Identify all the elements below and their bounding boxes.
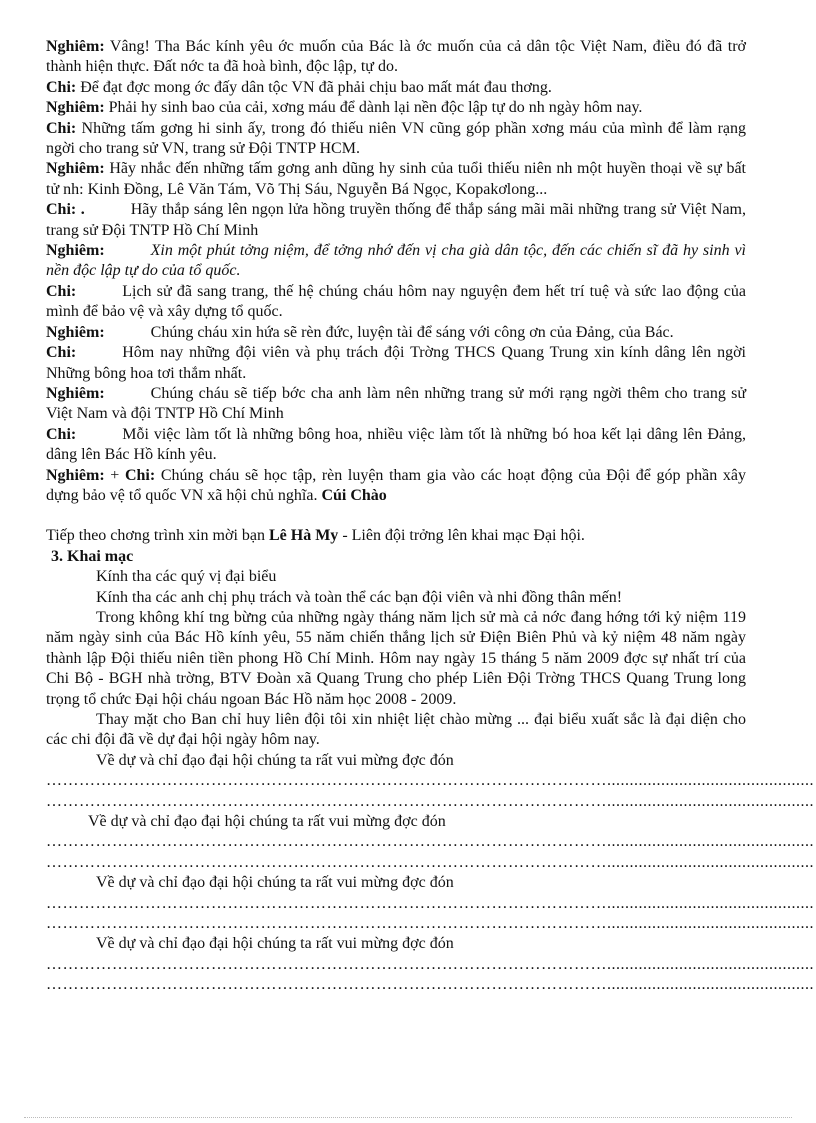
dialogue-line: Nghiêm: Phải hy sinh bao của cải, xơng máu để dành lại nền độc lập tự do nh ngày hôm nay.	[46, 99, 643, 117]
fill-in-line: …………………………………………………………………………………………..............................................	[46, 955, 814, 973]
welcome-line: Về dự và chỉ đạo đại hội chúng ta rất vui mừng đợc đón	[96, 751, 454, 769]
fill-in-line: …………………………………………………………………………………………..............................................	[46, 792, 814, 810]
dialogue-line: Chi: Để đạt đợc mong ớc đấy dân tộc VN đã phải chịu bao mất mát đau thơng.	[46, 78, 552, 96]
dialogue-line: Nghiêm: Chúng cháu sẽ tiếp bớc cha anh làm nên những trang sử mới rạng ngời thêm cho trang sử Việt Nam và đội TNTP Hồ Chí Minh	[46, 384, 746, 423]
welcome-line: Về dự và chỉ đạo đại hội chúng ta rất vui mừng đợc đón	[96, 874, 454, 892]
intro-line: Tiếp theo chơng trình xin mời bạn Lê Hà My - Liên đội trởng lên khai mạc Đại hội.	[46, 527, 585, 545]
section-heading: 3. Khai mạc	[51, 547, 134, 565]
fill-in-line: …………………………………………………………………………………………..............................................	[46, 915, 814, 933]
dialogue-line: Chi: Mỗi việc làm tốt là những bông hoa, nhiều việc làm tốt là những bó hoa kết lại dâng lên Đảng, dâng lên Bác Hồ kính yêu.	[46, 425, 746, 464]
dialogue-line: Nghiêm: + Chi: Chúng cháu sẽ học tập, rèn luyện tham gia vào các hoạt động của Đội để góp phần xây dựng bảo vệ tổ quốc VN xã hội chủ nghĩa. Cúi Chào	[46, 466, 747, 504]
dialogue-line: Chi: . Hãy thắp sáng lên ngọn lửa hồng truyền thống để thắp sáng mãi mãi những trang sử Việt Nam, trang sử Đội TNTP Hồ Chí Minh	[46, 201, 746, 239]
greeting-line: Kính tha các anh chị phụ trách và toàn thể các bạn đội viên và nhi đồng thân mến!	[96, 588, 623, 606]
speaker-name: Lê Hà My	[268, 527, 339, 545]
dialogue-line: Chi: Những tấm gơng hi sinh ấy, trong đó thiếu niên VN cũng góp phần xơng máu của mình để làm rạng ngời cho trang sử VN, trang sử Đội TNTP HCM.	[46, 119, 746, 158]
dialogue-line: Nghiêm: Vâng! Tha Bác kính yêu ớc muốn của Bác là ớc muốn của cả dân tộc Việt Nam, điều đó đã trở thành hiện thực. Đất nớc ta đã hoà bình, độc lập, tự do.	[46, 38, 746, 76]
dialogue-line: Nghiêm: Chúng cháu xin hứa sẽ rèn đức, luyện tài để sáng với công ơn của Đảng, của Bác.	[46, 323, 674, 341]
body-paragraph: Thay mặt cho Ban chỉ huy liên đội tôi xin nhiệt liệt chào mừng ... đại biểu xuất sắc là đại diện cho các chi đội đã về dự đại hội ngày hôm nay.	[46, 711, 746, 749]
body-paragraph: Trong không khí tng bừng của những ngày tháng năm lịch sử mà cả nớc đang hớng tới kỷ niệm 119 năm ngày sinh của Bác Hồ kính yêu, 55 năm chiến thắng lịch sử Điện Biên Phủ và kỷ niệm 48 năm ngày thành lập Đội thiếu niên tiền phong Hồ Chí Minh. Hôm nay ngày 15 tháng 5 năm 2009 đợc sự nhất trí của Chi Bộ - BGH nhà trờng, BTV Đoàn xã Quang Trung cho phép Liên Đội Trờng THCS Quang Trung long trọng tổ chức Đại hội cháu ngoan Bác Hồ năm học 2008 - 2009.	[46, 608, 746, 708]
dialogue-line: Nghiêm: Xin một phút tởng niệm, để tởng nhớ đến vị cha già dân tộc, đến các chiến sĩ đã hy sinh vì nền độc lập tự do của tổ quốc.	[46, 242, 746, 280]
dialogue-line: Nghiêm: Hãy nhắc đến những tấm gơng anh dũng hy sinh của tuổi thiếu niên nh một huyền thoại về sự bất tử nh: Kinh Đồng, Lê Văn Tám, Võ Thị Sáu, Nguyễn Bá Ngọc, Kopakơlong...	[46, 160, 746, 198]
document-page	[46, 37, 814, 996]
fill-in-line: …………………………………………………………………………………………..............................................	[46, 772, 814, 790]
fill-in-line: …………………………………………………………………………………………..............................................	[46, 894, 814, 912]
fill-in-line: …………………………………………………………………………………………..............................................	[46, 976, 814, 994]
welcome-line: Về dự và chỉ đạo đại hội chúng ta rất vui mừng đợc đón	[88, 813, 446, 831]
fill-in-line: …………………………………………………………………………………………..............................................	[46, 853, 814, 871]
dialogue-line: Chi: Lịch sử đã sang trang, thế hệ chúng cháu hôm nay nguyện đem hết trí tuệ và sức lao động của mình để bảo vệ và xây dựng tổ quốc.	[46, 282, 746, 321]
welcome-line: Về dự và chỉ đạo đại hội chúng ta rất vui mừng đợc đón	[96, 935, 454, 953]
greeting-line: Kính tha các quý vị đại biểu	[96, 568, 277, 586]
fill-in-line: …………………………………………………………………………………………..............................................	[46, 833, 814, 851]
dialogue-line: Chi: Hôm nay những đội viên và phụ trách đội Trờng THCS Quang Trung xin kính dâng lên ngời Những bông hoa tơi thắm nhất.	[46, 344, 746, 382]
page-bottom-border	[24, 1117, 792, 1118]
